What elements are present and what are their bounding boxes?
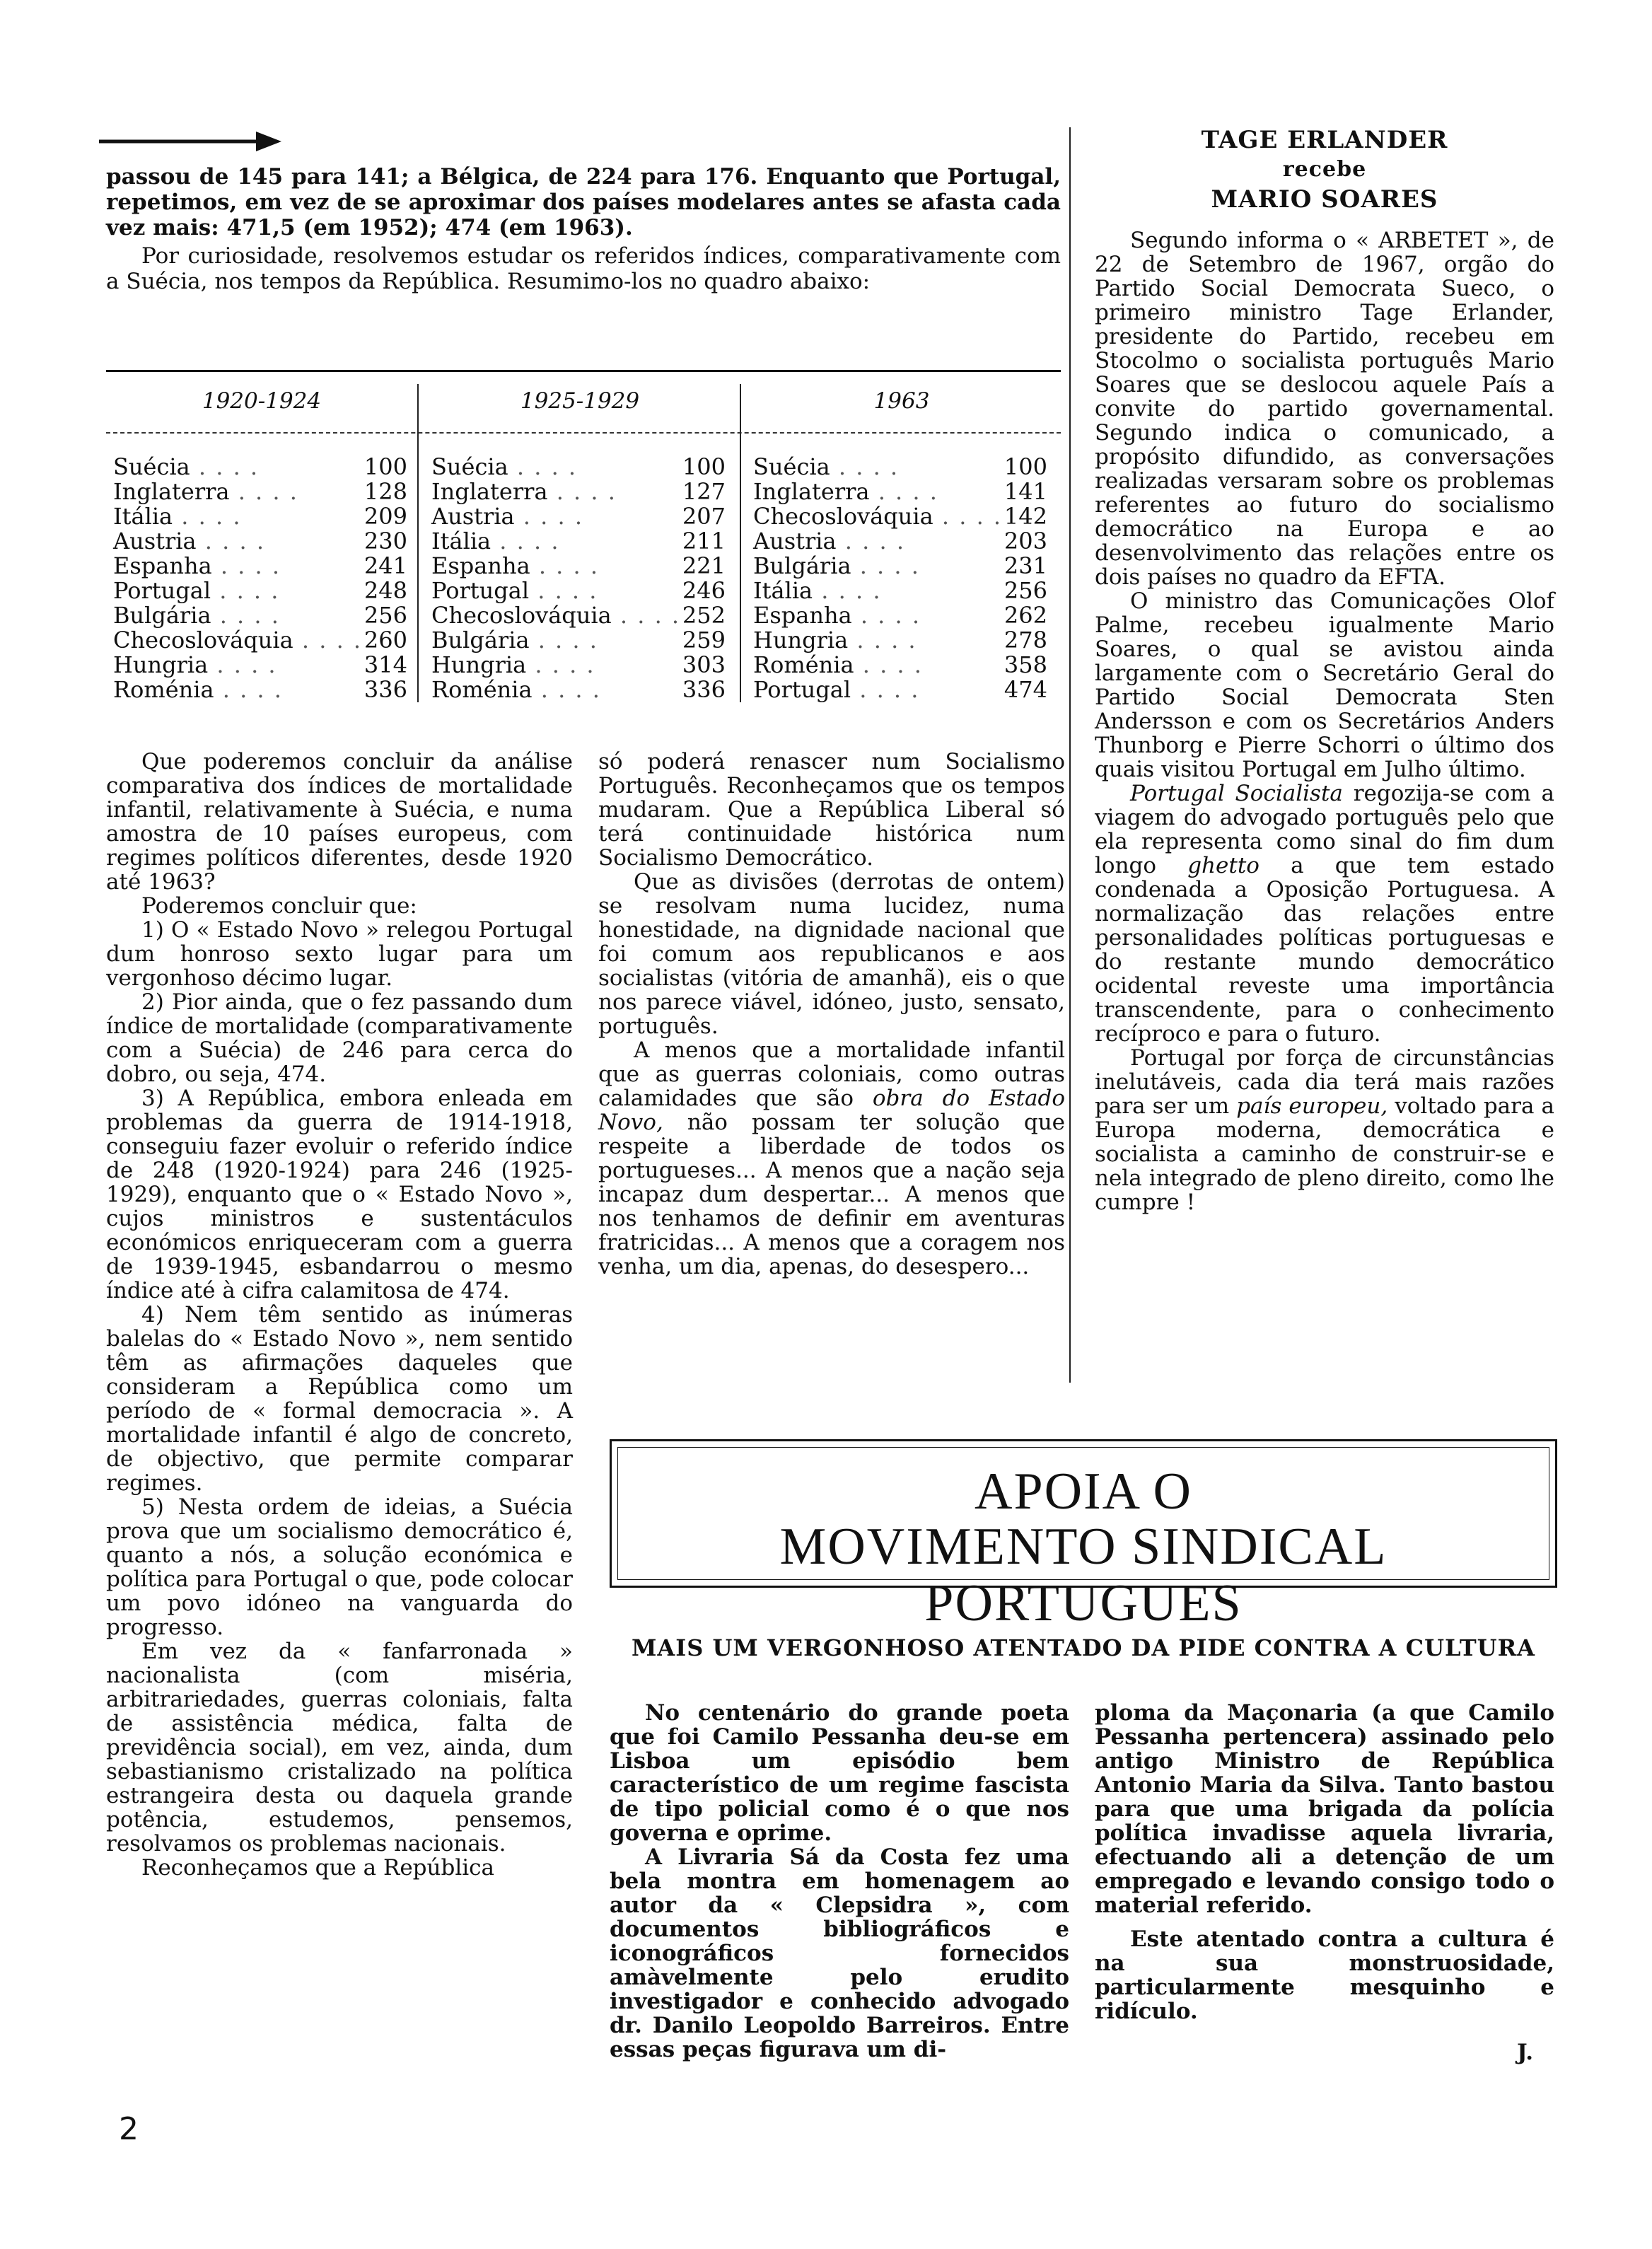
table-cell-country: Roménia . . . . (431, 678, 601, 702)
table-cell-value: 141 (1004, 478, 1047, 505)
table-cell-country: Roménia . . . . (113, 678, 283, 702)
table-cell-value: 252 (682, 602, 726, 629)
article-column-2 (1095, 1701, 1554, 2064)
table-row (753, 504, 1047, 529)
table-cell-country: Bulgária . . . . (113, 603, 280, 628)
table-row (753, 529, 1047, 554)
table-column-period: 1963 (873, 388, 930, 414)
table-cell-country: Suécia . . . . (431, 455, 577, 480)
mortality-table (106, 370, 1061, 716)
table-cell-country: Checoslováquia . . . . (113, 628, 362, 653)
table-row (113, 480, 407, 504)
intro-paragraph-2: Por curiosidade, resolvemos estudar os referidos índices, comparativamente com a Suécia, nos tempos da República. Resumimo-los no quadro abaixo: (106, 243, 1061, 294)
table-cell-country: Suécia . . . . (113, 455, 259, 480)
sidebar-headline-1: TAGE ERLANDER (1201, 126, 1448, 154)
table-cell-country: Portugal . . . . (753, 678, 919, 702)
article-headline: MAIS UM VERGONHOSO ATENTADO DA PIDE CONTRA A CULTURA (632, 1634, 1535, 1661)
table-cell-country: Inglaterra . . . . (753, 480, 938, 504)
table-cell-value: 241 (363, 552, 407, 579)
table-cell-country: Roménia . . . . (753, 653, 923, 678)
table-cell-value: 207 (682, 503, 726, 530)
paragraph: 1) O « Estado Novo » relegou Portugal dum honroso sexto lugar para um vergonhoso décimo lugar. (106, 917, 573, 991)
paragraph: 5) Nesta ordem de ideias, a Suécia prova que um socialismo democrático é, quanto a nós, a solução económica e política para Portugal o que, pode colocar um povo idóneo na vanguarda do progresso. (106, 1494, 573, 1640)
table-cell-value: 231 (1004, 552, 1047, 579)
table-column-rows (753, 455, 1047, 702)
text-run: a que tem estado condenada a Oposição Portuguesa. A normalização das relações entre personalidades políticas portuguesas e do restante mundo democrático ocidental reveste uma importância transcendente, para o conhecimento recíproco e para o futuro. (1095, 853, 1555, 1047)
table-column-divider (740, 384, 741, 702)
table-cell-value: 336 (363, 676, 407, 703)
table-cell-country: Hungria . . . . (753, 628, 917, 653)
table-row (431, 529, 726, 554)
table-cell-country: Espanha . . . . (753, 603, 921, 628)
table-cell-value: 314 (363, 651, 407, 678)
sidebar-article (1095, 124, 1554, 1214)
table-column (106, 370, 417, 716)
intro-paragraph-1: passou de 145 para 141; a Bélgica, de 224 para 176. Enquanto que Portugal, repetimos, em vez de se aproximar dos países modelares antes se afasta cada vez mais: 471,5 (em 1952); 474 (em 1963). (106, 164, 1061, 240)
table-row (753, 554, 1047, 579)
table-row (113, 628, 407, 653)
paragraph: O ministro das Comunicações Olof Palme, recebeu igualmente Mario Soares, o qual se avistou ainda largamente com o Secretário Geral do Partido Social Democrata Sten Andersson e com os Secretários Anders Thunborg e Pierre Schorri o último dos quais visitou Portugal em Julho último. (1095, 588, 1554, 782)
emphasis-text: país europeu, (1236, 1093, 1388, 1119)
table-cell-country: Hungria . . . . (113, 653, 277, 678)
sidebar-headline-2: recebe (1282, 157, 1367, 182)
table-row (431, 455, 726, 480)
paragraph: Que as divisões (derrotas de ontem) se resolvam numa lucidez, numa honestidade, na dignidade nacional que foi comum aos republicanos e aos socialistas (vitória de amanhã), eis o que nos parece viável, idóneo, justo, sensato, português. (598, 869, 1065, 1039)
table-cell-country: Hungria . . . . (431, 653, 595, 678)
table-cell-country: Inglaterra . . . . (431, 480, 617, 504)
article-column-1 (610, 1701, 1069, 2062)
table-row (113, 579, 407, 603)
table-row (753, 603, 1047, 628)
table-cell-value: 127 (682, 478, 726, 505)
table-row (113, 504, 407, 529)
paragraph: Reconheçamos que a República (141, 1855, 495, 1881)
paragraph: só poderá renascer num Socialismo Português. Reconheçamos que os tempos mudaram. Que a República Liberal só terá continuidade histórica num Socialismo Democrático. (598, 749, 1065, 871)
column-divider (1069, 127, 1071, 1383)
paragraph: Que poderemos concluir da análise comparativa dos índices de mortalidade infantil, relativamente à Suécia, e numa amostra de 10 países europeus, com regimes políticos diferentes, desde 1920 até 1963? (106, 749, 573, 895)
page-number: 2 (119, 2111, 139, 2147)
table-cell-value: 142 (1004, 503, 1047, 530)
intro-text (106, 164, 1061, 297)
text-run: A menos que a mortalidade infantil que as guerras coloniais, como outras calamidades que são (598, 1038, 1065, 1111)
table-column-rows (113, 455, 407, 702)
table-row (753, 480, 1047, 504)
table-row (113, 554, 407, 579)
table-row (113, 455, 407, 480)
table-row (113, 603, 407, 628)
table-row (113, 653, 407, 678)
table-cell-value: 209 (363, 503, 407, 530)
banner-inner-frame (617, 1447, 1549, 1632)
table-cell-value: 278 (1004, 627, 1047, 653)
article-signature: J. (1516, 2040, 1533, 2065)
table-cell-country: Checoslováquia . . . . (753, 504, 1002, 529)
table-row (431, 504, 726, 529)
table-row (431, 603, 726, 628)
paragraph: 4) Nem têm sentido as inúmeras balelas do « Estado Novo », nem sentido têm as afirmações daqueles que consideram a República como um período de « formal democracia ». A mortalidade infantil é algo de concreto, de objectivo, que permite comparar regimes. (106, 1302, 573, 1496)
slogan-banner (610, 1439, 1557, 1632)
table-column-divider (417, 384, 419, 702)
paragraph: Poderemos concluir que: (141, 893, 417, 919)
table-cell-value: 256 (1004, 577, 1047, 604)
table-cell-country: Austria . . . . (753, 529, 905, 554)
table-cell-country: Espanha . . . . (113, 554, 281, 579)
table-cell-value: 248 (363, 577, 407, 604)
middle-column (598, 750, 1065, 1279)
paragraph (1095, 1046, 1554, 1214)
table-cell-value: 474 (1004, 676, 1047, 703)
table-cell-country: Itália . . . . (753, 579, 882, 603)
paragraph: ploma da Maçonaria (a que Camilo Pessanha pertencera) assinado pelo antigo Ministro de República Antonio Maria da Silva. Tanto bastou para que uma brigada da polícia política invadisse aquela livraria, efectuando ali a detenção de um empregado e levando consigo todo o material referido. (1095, 1700, 1554, 1918)
sidebar-headline-3: MARIO SOARES (1211, 185, 1438, 214)
table-cell-country: Inglaterra . . . . (113, 480, 298, 504)
paragraph: Em vez da « fanfarronada » nacionalista (com miséria, arbitrariedades, guerras coloniais, falta de assistência médica, falta de previdência social), em vez, ainda, dum sebastianismo cristalizado na política estrangeira desta ou daquela grande potência, estudemos, pensemos, resolvamos os problemas nacionais. (106, 1639, 573, 1856)
table-cell-value: 303 (682, 651, 726, 678)
paragraph: Este atentado contra a cultura é na sua monstruosidade, particularmente mesquinho e ridículo. (1095, 1927, 1554, 2024)
table-column-rows (431, 455, 726, 702)
table-column-period: 1920-1924 (202, 388, 322, 414)
paragraph (1095, 781, 1554, 1046)
table-row (431, 579, 726, 603)
table-cell-value: 211 (682, 528, 726, 554)
table-cell-country: Itália . . . . (431, 529, 560, 554)
table-cell-value: 221 (682, 552, 726, 579)
table-cell-country: Bulgária . . . . (431, 628, 598, 653)
paragraph (598, 1038, 1065, 1279)
table-cell-country: Espanha . . . . (431, 554, 599, 579)
sidebar-body (1095, 228, 1554, 1214)
table-row (113, 678, 407, 702)
table-cell-value: 203 (1004, 528, 1047, 554)
emphasis-text: obra do Estado Novo, (598, 1086, 1065, 1135)
banner-line-1: APOIA O (975, 1463, 1192, 1521)
table-row (431, 653, 726, 678)
left-column (106, 750, 573, 1880)
table-column (424, 370, 735, 716)
table-cell-value: 336 (682, 676, 726, 703)
table-cell-country: Portugal . . . . (431, 579, 598, 603)
table-row (113, 529, 407, 554)
table-row (753, 628, 1047, 653)
table-cell-value: 100 (1004, 453, 1047, 480)
paragraph: 3) A República, embora enleada em problemas da guerra de 1914-1918, conseguiu fazer evoluir o referido índice de 248 (1920-1924) para 246 (1925-1929), enquanto que o « Estado Novo », cujos ministros e sustentáculos económicos enriqueceram com a guerra de 1939-1945, esbandarrou o mesmo índice até à cifra calamitosa de 474. (106, 1086, 573, 1303)
table-row (431, 678, 726, 702)
table-cell-value: 262 (1004, 602, 1047, 629)
text-run: voltado para a Europa moderna, democrática e socialista a caminho de construir-se e nela integrado de pleno direito, como lhe cumpre ! (1095, 1093, 1554, 1215)
table-column (746, 370, 1057, 716)
table-cell-value: 358 (1004, 651, 1047, 678)
emphasis-text: Portugal Socialista (1130, 781, 1343, 806)
paragraph: No centenário do grande poeta que foi Camilo Pessanha deu-se em Lisboa um episódio bem característico de um regime fascista de tipo policial como é o que nos governa e oprime. (610, 1700, 1069, 1846)
table-cell-country: Austria . . . . (113, 529, 265, 554)
table-cell-country: Checoslováquia . . . . (431, 603, 680, 628)
table-cell-value: 128 (363, 478, 407, 505)
table-cell-country: Bulgária . . . . (753, 554, 920, 579)
table-cell-value: 260 (363, 627, 407, 653)
text-run: Portugal por força de circunstâncias inelutáveis, cada dia terá mais razões para ser um (1095, 1045, 1554, 1119)
table-row (753, 678, 1047, 702)
table-row (431, 554, 726, 579)
table-cell-value: 100 (363, 453, 407, 480)
table-cell-country: Itália . . . . (113, 504, 242, 529)
table-cell-value: 100 (682, 453, 726, 480)
paragraph: A Livraria Sá da Costa fez uma bela montra em homenagem ao autor da « Clepsidra », com documentos bibliográficos e iconográficos fornecidos amàvelmente pelo erudito investigador e conhecido advogado dr. Danilo Leopoldo Barreiros. Entre essas peças figurava um di- (610, 1844, 1069, 2062)
table-cell-value: 259 (682, 627, 726, 653)
paragraph: Segundo informa o « ARBETET », de 22 de Setembro de 1967, orgão do Partido Social Democrata Sueco, o primeiro ministro Tage Erlander, presidente do Partido, recebeu em Stocolmo o socialista português Mario Soares que se deslocou aquele País a convite do partido governamental. Segundo indica o comunicado, a propósito difundido, as conversações realizadas versaram sobre os problemas referentes ao futuro do socialismo democrático na Europa e ao desenvolvimento das relações entre os dois países no quadro da EFTA. (1095, 228, 1554, 590)
text-run: regozija-se com a viagem do advogado português pelo que ela representa como sinal do fim dum longo (1095, 781, 1554, 878)
table-column-period: 1925-1929 (520, 388, 640, 414)
table-row (431, 480, 726, 504)
table-row (753, 579, 1047, 603)
text-run: não possam ter solução que respeite a liberdade de todos os portugueses... A menos que a nação seja incapaz dum despertar... A menos que nos tenhamos de definir em aventuras fratricidas... A menos que a coragem nos venha, um dia, apenas, do desespero... (598, 1110, 1066, 1279)
table-row (431, 628, 726, 653)
paragraph: 2) Pior ainda, que o fez passando dum índice de mortalidade (comparativamente com a Suécia) de 246 para cerca do dobro, ou seja, 474. (106, 989, 573, 1087)
table-cell-value: 256 (363, 602, 407, 629)
banner-line-2: MOVIMENTO SINDICAL PORTUGUES (779, 1518, 1388, 1632)
table-row (753, 653, 1047, 678)
emphasis-text: ghetto (1187, 853, 1260, 878)
table-cell-value: 230 (363, 528, 407, 554)
table-cell-value: 246 (682, 577, 726, 604)
table-cell-country: Austria . . . . (431, 504, 583, 529)
table-row (753, 455, 1047, 480)
table-cell-country: Portugal . . . . (113, 579, 279, 603)
arrow-right-icon (99, 127, 283, 156)
table-cell-country: Suécia . . . . (753, 455, 899, 480)
